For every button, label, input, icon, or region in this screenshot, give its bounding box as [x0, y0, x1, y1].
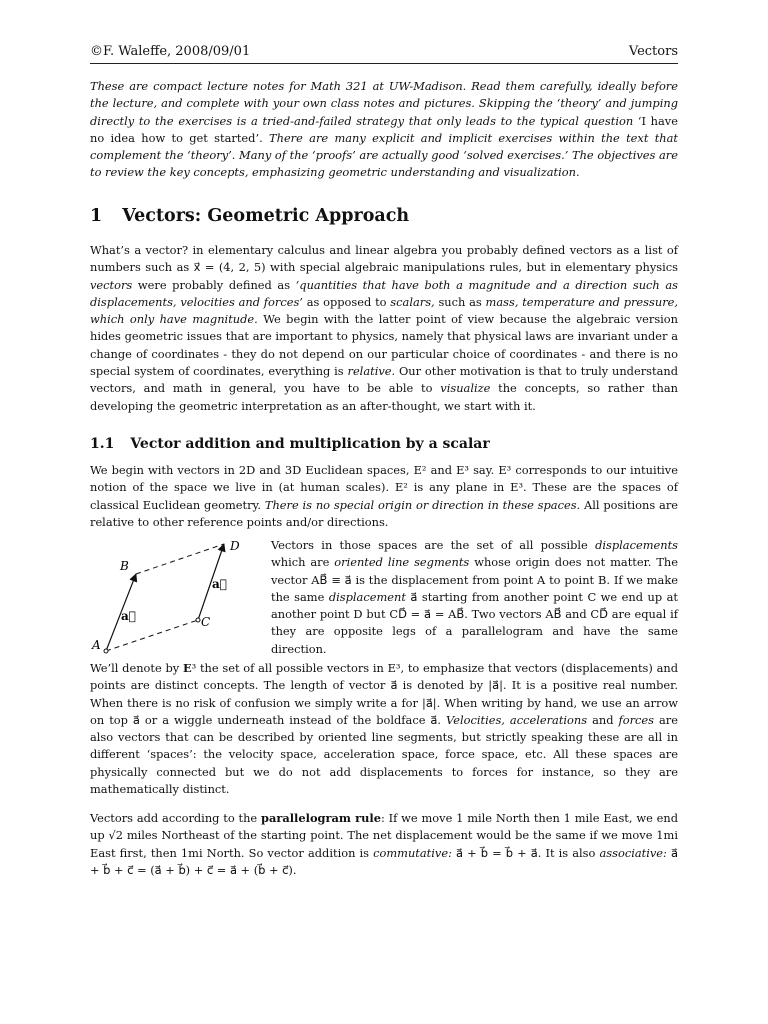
parallelogram-figure [86, 536, 256, 660]
bold-run: E [182, 661, 192, 675]
abstract-quote: ‘I have no idea how to get started’. [90, 113, 678, 145]
text-run: were probably defined as [132, 277, 296, 292]
text-run: a⃗ + b⃗ = b⃗ + a⃗. It is also [451, 845, 600, 860]
text-run: All positions are relative to other reference points and/or directions. [90, 497, 678, 529]
text-run: Vectors in those spaces are the set of all possible [271, 538, 596, 552]
emph-run: There is no special origin or direction in these spaces. [264, 497, 581, 512]
text-run: which are [271, 555, 335, 570]
emph-run: visualize [440, 381, 491, 396]
label-point-b: B [120, 559, 129, 573]
dashed-edge-bd [136, 544, 224, 574]
section-number: 1 [90, 206, 103, 226]
text-run: Vectors add according to the [90, 811, 261, 825]
text-run: What’s a vector? in elementary calculus and linear algebra you probably defined vectors as a list of numbers such as [90, 243, 678, 275]
text-run: are also vectors that can be described by oriented line segments, but strictly speaking these are all in different ‘spaces’: the velocity space, acceleration space, force space, etc. All these spaces are physically connected but we do not add displacements to forces for instance, so they are mathematically distinct. [90, 712, 678, 797]
bold-run: parallelogram rule [261, 811, 381, 825]
emph-run: displacement [328, 589, 406, 604]
abstract-text-1: These are compact lecture notes for Math 321 at UW-Madison. Read them carefully, ideally before the lecture, and complete with your own class notes and pictures. Skipping the ‘theory’ and jumping directly to the exercises is a tried-and-failed strategy that only leads to the typical question [90, 79, 678, 128]
emph-run: Velocities, accelerations [446, 712, 588, 727]
paragraph-parallelogram-rule [90, 810, 678, 879]
text-run: a⃗ starting from another point C we end up at another point D but CD⃗ = a⃗ = AB⃗. Two vectors AB⃗ and CD⃗ are equal if they are opposite legs of a parallelogram and have the same direction. [271, 589, 678, 656]
abstract-text-2: There are many explicit and implicit exercises within the text that complement the ‘theory’. Many of the ‘proofs’ are actually good ‘solved exercises.’ The objectives are to review the key concepts, emphasizing geometric understanding and visualization. [90, 130, 679, 180]
subsection-heading [90, 436, 678, 452]
header-topic: Vectors [628, 44, 678, 59]
emph-run: relative. [347, 364, 396, 379]
dashed-edge-ac [106, 620, 198, 651]
label-vector-a-left: a⃗ [121, 609, 136, 623]
emph-run: commutative: [373, 845, 452, 860]
subsection-title: Vector addition and multiplication by a scalar [130, 436, 490, 452]
text-run: We begin with the latter point of view because the algebraic version hides geometric issues that are important to physics, namely that physical laws are invariant under a change of coordinates - they do not depend on our particular choice of coordinates - and there is no special system of coordinates, everything is [90, 312, 678, 379]
label-point-a: A [92, 638, 101, 652]
header-author-date: ©F. Waleffe, 2008/09/01 [90, 44, 251, 59]
text-run: and [587, 712, 619, 727]
subsection-number: 1.1 [90, 436, 115, 452]
text-run: We’ll denote by [90, 661, 183, 675]
emph-run: associative: [599, 845, 667, 860]
paragraph-vectors-intro [90, 242, 678, 415]
point-c-marker [196, 618, 200, 622]
point-a-marker [104, 649, 108, 653]
text-run: : If we move 1 mile North then 1 mile East, we end up √2 miles Northeast of the starting point. The net displacement would be the same if we move 1mi East first, then 1mi North. So vector addition is [90, 811, 678, 860]
section-title: Vectors: Geometric Approach [122, 206, 410, 226]
section-heading [90, 206, 678, 226]
emph-run: ‘quantities that have both a magnitude and a direction such as displacements, velocities and forces’ [90, 277, 678, 309]
emph-run: oriented line segments [334, 555, 470, 570]
emph-run: vectors [90, 277, 133, 292]
text-run: such as [434, 294, 486, 309]
math-inline: x⃗ = (4, 2, 5) [193, 260, 266, 275]
emph-run: mass, temperature and pressure, which only have magnitude. [90, 294, 679, 327]
text-run: whose origin does not matter. The vector AB⃗ ≡ a⃗ is the displacement from point A to point B. If we make the same [271, 555, 678, 604]
emph-run: forces [618, 712, 655, 727]
emph-run: displacements [595, 538, 678, 552]
text-run: the concepts, so rather than developing the geometric interpretation as an after-thought, we start with it. [90, 381, 679, 413]
paragraph-vector-space [90, 660, 678, 798]
emph-run: scalars, [390, 294, 435, 309]
label-point-d: D [230, 539, 240, 553]
text-run: with special algebraic manipulations rules, but in elementary physics [265, 260, 678, 275]
page-header [90, 44, 678, 64]
text-run: Our other motivation is that to truly understand vectors, and math in general, you have to be able to [90, 364, 679, 396]
text-run: a⃗ + b⃗ + c⃗ = (a⃗ + b⃗) + c⃗ = a⃗ + (b⃗ + c⃗). [90, 845, 678, 877]
paragraph-displacements [271, 537, 678, 658]
abstract [90, 78, 678, 182]
label-vector-a-right: a⃗ [212, 577, 227, 591]
label-point-c: C [201, 615, 211, 629]
paragraph-euclidean-spaces [90, 462, 678, 531]
text-run: We begin with vectors in 2D and 3D Euclidean spaces, E² and E³ say. E³ corresponds to our intuitive notion of the space we live in (at human scales). E² is any plane in E³. These are the spaces of classical Euclidean geometry. [90, 463, 678, 512]
text-run: as opposed to [302, 294, 391, 309]
text-run: ³ the set of all possible vectors in E³, to emphasize that vectors (displacements) and points are distinct concepts. The length of vector a⃗ is denoted by |a⃗|. It is a positive real number. When there is no risk of confusion we simply write a for |a⃗|. When writing by hand, we use an arrow on top a⃗ or a wiggle underneath instead of the boldface a⃗. [90, 661, 678, 727]
